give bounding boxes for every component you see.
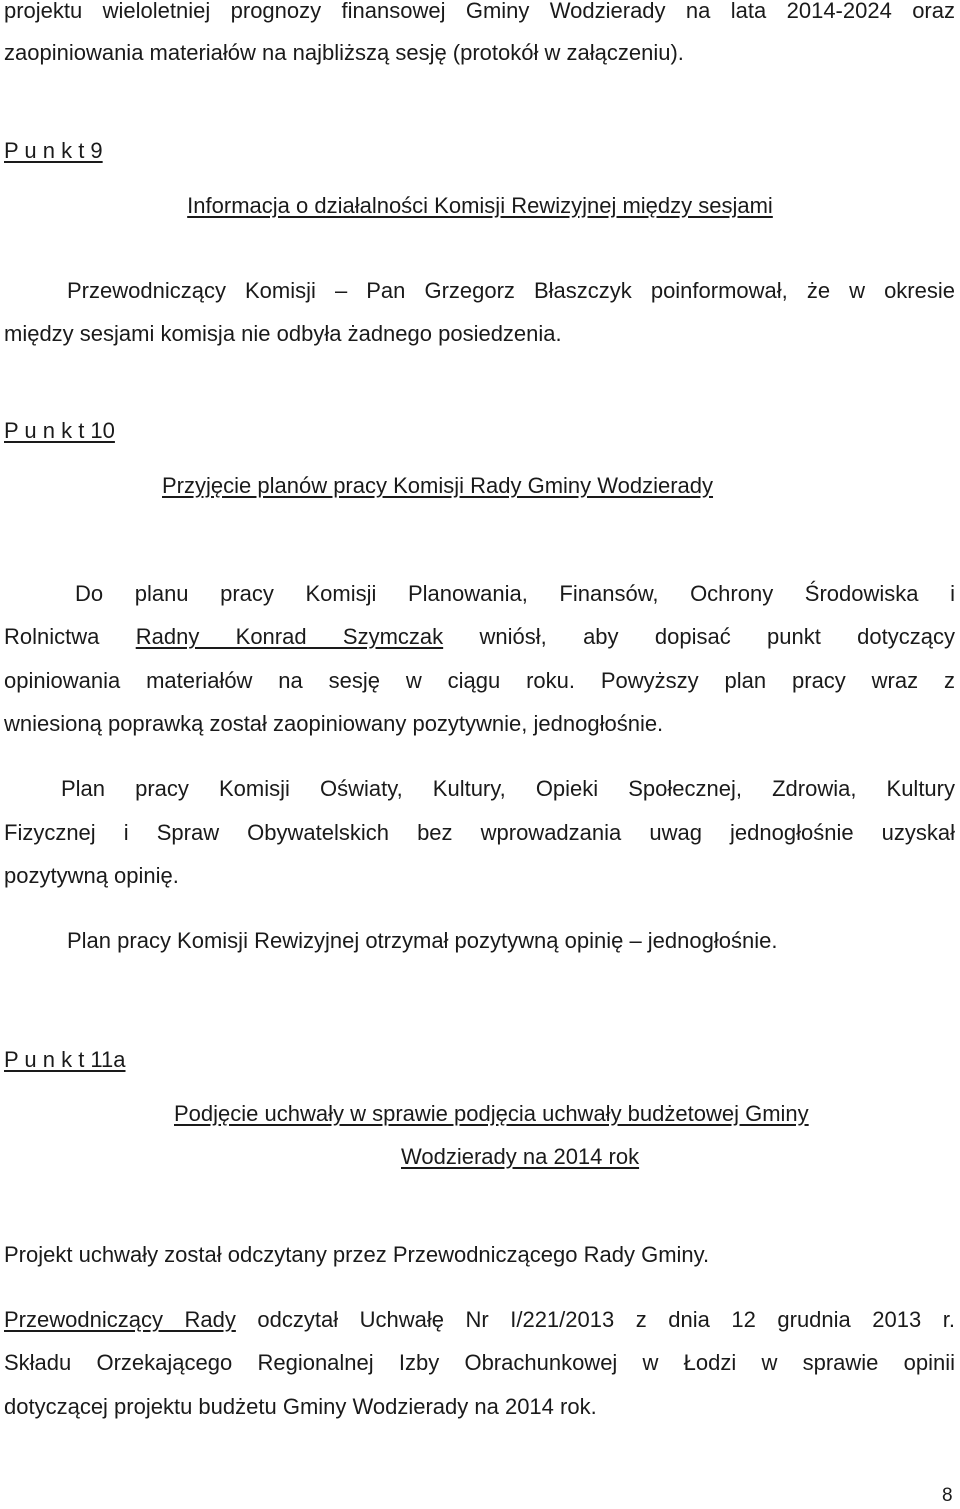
punkt-9-body-line-2: między sesjami komisja nie odbyła żadnego posiedzenia. — [4, 321, 562, 346]
punkt-11a-para2-line-3: dotyczącej projektu budżetu Gminy Wodzierady na 2014 rok. — [4, 1394, 597, 1419]
para1-line2-before: Rolnictwa — [4, 624, 100, 649]
radny-konrad-szymczak: Radny Konrad Szymczak — [135, 624, 444, 649]
punkt-10-para2-line-1: Plan pracy Komisji Oświaty, Kultury, Opieki Społecznej, Zdrowia, Kultury — [61, 776, 955, 801]
punkt-10-heading: P u n k t 10 — [4, 418, 115, 443]
punkt-10-para1-line-1: Do planu pracy Komisji Planowania, Finansów, Ochrony Środowiska i — [75, 581, 955, 606]
punkt-9-title: Informacja o działalności Komisji Rewizyjnej między sesjami — [187, 193, 773, 218]
punkt-10-para1-line-4: wniesioną poprawką został zaopiniowany pozytywnie, jednogłośnie. — [4, 711, 664, 736]
punkt-10-para1-line-3: opiniowania materiałów na sesję w ciągu roku. Powyższy plan pracy wraz z — [4, 668, 955, 693]
para2-line1-rest: odczytał Uchwałę Nr I/221/2013 z dnia 12 grudnia 2013 r. — [257, 1307, 955, 1332]
punkt-11a-para1: Projekt uchwały został odczytany przez Przewodniczącego Rady Gminy. — [4, 1242, 710, 1267]
punkt-10-title: Przyjęcie planów pracy Komisji Rady Gminy Wodzierady — [162, 473, 714, 498]
punkt-10-para3: Plan pracy Komisji Rewizyjnej otrzymał pozytywną opinię – jednogłośnie. — [67, 928, 778, 953]
punkt-11a-title-line-2: Wodzierady na 2014 rok — [401, 1144, 640, 1169]
punkt-11a-para2-line-1 — [4, 1305, 955, 1335]
punkt-11a-heading: P u n k t 11a — [4, 1047, 126, 1072]
page-number: 8 — [942, 1485, 953, 1506]
punkt-10-para2-line-2: Fizycznej i Spraw Obywatelskich bez wprowadzania uwag jednogłośnie uzyskał — [4, 820, 955, 845]
punkt-10-para2-line-3: pozytywną opinię. — [4, 863, 179, 888]
intro-line-2: zaopiniowania materiałów na najbliższą sesję (protokół w załączeniu). — [4, 40, 684, 65]
przewodniczacy-rady: Przewodniczący Rady — [4, 1307, 236, 1332]
punkt-9-body-line-1: Przewodniczący Komisji – Pan Grzegorz Błaszczyk poinformował, że w okresie — [67, 278, 955, 303]
punkt-11a-title-line-1: Podjęcie uchwały w sprawie podjęcia uchwały budżetowej Gminy — [174, 1101, 809, 1126]
punkt-9-heading: P u n k t 9 — [4, 138, 103, 163]
punkt-10-para1-line-2 — [4, 622, 955, 652]
punkt-11a-para2-line-2: Składu Orzekającego Regionalnej Izby Obrachunkowej w Łodzi w sprawie opinii — [4, 1350, 955, 1375]
para1-line2-after: wniósł, aby dopisać punkt dotyczący — [479, 624, 955, 649]
intro-line-1: projektu wieloletniej prognozy finansowej Gminy Wodzierady na lata 2014-2024 oraz — [4, 0, 955, 23]
